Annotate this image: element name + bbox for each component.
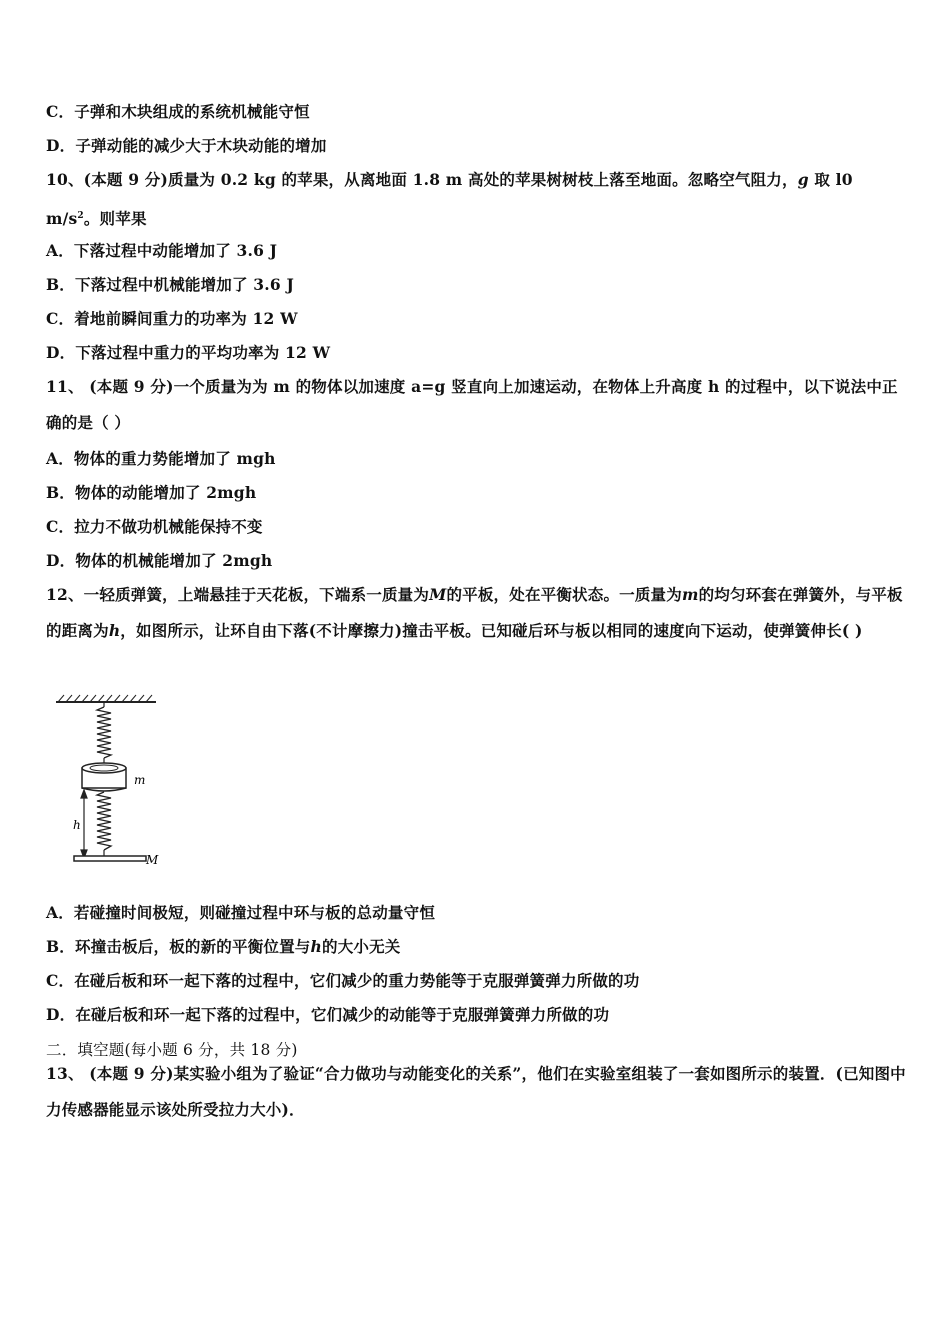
q12-stem [46, 577, 908, 649]
q10-stem-a: 10、(本题 9 分)质量为 0.2 kg 的苹果，从离地面 1.8 m 高处的苹果树树枝上落至地面。忽略空气阻力， [46, 170, 798, 189]
q12-option-b-a: B．环撞击板后，板的新的平衡位置与 [46, 937, 311, 956]
q10-option-c: C．着地前瞬间重力的功率为 12 W [46, 309, 298, 328]
q11-option-d: D．物体的机械能增加了 2mgh [46, 551, 273, 570]
q13-stem: 13、 (本题 9 分)某实验小组为了验证“合力做功与动能变化的关系”，他们在实验室组装了一套如图所示的装置．(已知图中力传感器能显示该处所受拉力大小)． [46, 1064, 906, 1119]
q12-option-a: A．若碰撞时间极短，则碰撞过程中环与板的总动量守恒 [46, 903, 436, 922]
q10-stem [46, 162, 908, 237]
q9-option-c: C．子弹和木块组成的系统机械能守恒 [46, 102, 310, 121]
spring-diagram [46, 690, 166, 870]
label-m: m [134, 773, 146, 787]
q10-stem-b: 取 l0 m/s [46, 170, 853, 229]
q12-M: M [429, 585, 447, 604]
q12-s2: 的平板，处在平衡状态。一质量为 [446, 585, 682, 604]
spring-lower [97, 792, 111, 850]
q11-option-a: A．物体的重力势能增加了 mgh [46, 449, 276, 468]
q10-stem-sup: 2 [77, 211, 84, 221]
q12-option-c: C．在碰后板和环一起下落的过程中，它们减少的重力势能等于克服弹簧弹力所做的功 [46, 971, 640, 990]
q10-stem-c: 。则苹果 [83, 209, 147, 229]
height-arrow [81, 790, 87, 858]
label-h: h [73, 818, 81, 832]
spring-upper [97, 707, 111, 758]
ring [82, 763, 126, 791]
plate [74, 856, 146, 861]
q12-s4: ，如图所示，让环自由下落(不计摩擦力)撞击平板。已知碰后环与板以相同的速度向下运动，使弹簧伸长( ) [120, 621, 863, 640]
q12-option-b [46, 937, 401, 957]
q11-option-c: C．拉力不做功机械能保持不变 [46, 517, 263, 536]
q12-s3: 的均匀环套在弹簧外，与平板的距离为 [46, 585, 903, 640]
q10-option-d: D．下落过程中重力的平均功率为 12 W [46, 343, 331, 362]
q12-h: h [108, 621, 121, 640]
q12-m: m [681, 585, 699, 604]
label-M: M [146, 853, 159, 867]
q12-option-d: D．在碰后板和环一起下落的过程中，它们减少的动能等于克服弹簧弹力所做的功 [46, 1005, 610, 1024]
q9-option-d: D．子弹动能的减少大于木块动能的增加 [46, 136, 327, 155]
section-heading: 二．填空题(每小题 6 分，共 18 分) [46, 1041, 298, 1059]
spring-ring-plate-figure [46, 690, 166, 870]
q10-option-a: A．下落过程中动能增加了 3.6 J [46, 241, 278, 260]
q10-stem-g: g [797, 170, 809, 189]
ceiling-hatch [58, 695, 152, 702]
q12-option-b-b: 的大小无关 [322, 937, 401, 956]
q12-s1: 12、一轻质弹簧，上端悬挂于天花板，下端系一质量为 [46, 585, 430, 604]
q11-option-b: B．物体的动能增加了 2mgh [46, 483, 257, 502]
q12-option-b-h: h [310, 937, 322, 956]
q11-stem: 11、 (本题 9 分)一个质量为为 m 的物体以加速度 a=g 竖直向上加速运动，在物体上升高度 h 的过程中，以下说法中正确的是（ ） [46, 377, 898, 432]
q10-option-b: B．下落过程中机械能增加了 3.6 J [46, 275, 294, 294]
